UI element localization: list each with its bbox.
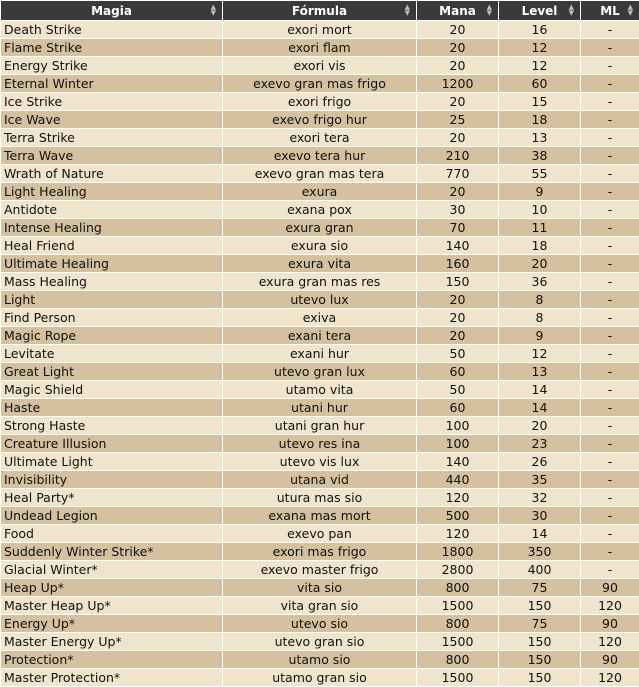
spell-name-cell: Wrath of Nature: [1, 165, 223, 183]
spell-name-cell: Flame Strike: [1, 39, 223, 57]
level-cell: 13: [499, 129, 581, 147]
mana-cell: 1800: [417, 543, 499, 561]
table-row: [1, 471, 639, 489]
table-body: [1, 21, 639, 687]
table-row: [1, 597, 639, 615]
spell-name-cell: Ice Wave: [1, 111, 223, 129]
spell-name-cell: Master Protection*: [1, 669, 223, 687]
spell-name-cell: Glacial Winter*: [1, 561, 223, 579]
level-cell: 16: [499, 21, 581, 39]
table-row: [1, 93, 639, 111]
level-cell: 18: [499, 111, 581, 129]
formula-cell: exana mas mort: [223, 507, 417, 525]
level-cell: 32: [499, 489, 581, 507]
formula-cell: utevo lux: [223, 291, 417, 309]
ml-cell: -: [581, 489, 639, 507]
level-cell: 150: [499, 651, 581, 669]
column-header-label: Fórmula: [292, 4, 347, 18]
mana-cell: 20: [417, 93, 499, 111]
spell-name-cell: Heal Party*: [1, 489, 223, 507]
spell-name-cell: Master Energy Up*: [1, 633, 223, 651]
table-row: [1, 561, 639, 579]
ml-cell: -: [581, 507, 639, 525]
mana-cell: 120: [417, 525, 499, 543]
level-cell: 14: [499, 381, 581, 399]
spell-name-cell: Food: [1, 525, 223, 543]
mana-cell: 100: [417, 435, 499, 453]
ml-cell: -: [581, 183, 639, 201]
mana-cell: 1500: [417, 597, 499, 615]
level-cell: 38: [499, 147, 581, 165]
column-header-label: ML: [600, 4, 620, 18]
ml-cell: -: [581, 165, 639, 183]
table-row: [1, 417, 639, 435]
formula-cell: exura sio: [223, 237, 417, 255]
spell-name-cell: Energy Up*: [1, 615, 223, 633]
spell-name-cell: Mass Healing: [1, 273, 223, 291]
level-cell: 12: [499, 57, 581, 75]
table-row: [1, 219, 639, 237]
ml-cell: -: [581, 327, 639, 345]
spell-name-cell: Ultimate Healing: [1, 255, 223, 273]
level-cell: 60: [499, 75, 581, 93]
table-row: [1, 183, 639, 201]
mana-cell: 50: [417, 345, 499, 363]
spell-name-cell: Antidote: [1, 201, 223, 219]
ml-cell: 90: [581, 615, 639, 633]
ml-cell: -: [581, 345, 639, 363]
spell-name-cell: Levitate: [1, 345, 223, 363]
table-row: [1, 291, 639, 309]
mana-cell: 800: [417, 651, 499, 669]
ml-cell: -: [581, 309, 639, 327]
mana-cell: 20: [417, 129, 499, 147]
mana-cell: 20: [417, 309, 499, 327]
level-cell: 35: [499, 471, 581, 489]
formula-cell: exevo pan: [223, 525, 417, 543]
formula-cell: utani hur: [223, 399, 417, 417]
spell-name-cell: Great Light: [1, 363, 223, 381]
ml-cell: -: [581, 39, 639, 57]
formula-cell: utani gran hur: [223, 417, 417, 435]
ml-cell: -: [581, 57, 639, 75]
level-cell: 14: [499, 525, 581, 543]
ml-cell: -: [581, 273, 639, 291]
formula-cell: utevo vis lux: [223, 453, 417, 471]
table-row: [1, 651, 639, 669]
sort-icon[interactable]: ▲ ▼: [211, 4, 216, 16]
spell-name-cell: Death Strike: [1, 21, 223, 39]
formula-cell: utana vid: [223, 471, 417, 489]
table-row: [1, 633, 639, 651]
mana-cell: 800: [417, 615, 499, 633]
ml-cell: 120: [581, 633, 639, 651]
column-header-formula[interactable]: [223, 1, 417, 21]
mana-cell: 160: [417, 255, 499, 273]
mana-cell: 440: [417, 471, 499, 489]
level-cell: 9: [499, 183, 581, 201]
level-cell: 36: [499, 273, 581, 291]
table-row: [1, 75, 639, 93]
level-cell: 8: [499, 291, 581, 309]
level-cell: 20: [499, 255, 581, 273]
header-row: [1, 1, 639, 21]
mana-cell: 20: [417, 57, 499, 75]
formula-cell: exura gran mas res: [223, 273, 417, 291]
spell-name-cell: Strong Haste: [1, 417, 223, 435]
formula-cell: exana pox: [223, 201, 417, 219]
ml-cell: -: [581, 417, 639, 435]
mana-cell: 120: [417, 489, 499, 507]
ml-cell: -: [581, 237, 639, 255]
spell-name-cell: Heap Up*: [1, 579, 223, 597]
spell-name-cell: Magic Shield: [1, 381, 223, 399]
table-row: [1, 543, 639, 561]
table-row: [1, 345, 639, 363]
column-header-ml[interactable]: [581, 1, 639, 21]
level-cell: 13: [499, 363, 581, 381]
column-header-mana[interactable]: [417, 1, 499, 21]
level-cell: 11: [499, 219, 581, 237]
formula-cell: utevo sio: [223, 615, 417, 633]
spell-name-cell: Undead Legion: [1, 507, 223, 525]
mana-cell: 70: [417, 219, 499, 237]
mana-cell: 2800: [417, 561, 499, 579]
table-row: [1, 165, 639, 183]
level-cell: 18: [499, 237, 581, 255]
formula-cell: vita gran sio: [223, 597, 417, 615]
formula-cell: utevo gran sio: [223, 633, 417, 651]
level-cell: 23: [499, 435, 581, 453]
spell-name-cell: Heal Friend: [1, 237, 223, 255]
level-cell: 150: [499, 597, 581, 615]
table-row: [1, 489, 639, 507]
table-row: [1, 399, 639, 417]
mana-cell: 150: [417, 273, 499, 291]
ml-cell: -: [581, 381, 639, 399]
table-row: [1, 21, 639, 39]
formula-cell: exura gran: [223, 219, 417, 237]
spell-name-cell: Magic Rope: [1, 327, 223, 345]
mana-cell: 1500: [417, 633, 499, 651]
ml-cell: -: [581, 255, 639, 273]
mana-cell: 140: [417, 237, 499, 255]
level-cell: 55: [499, 165, 581, 183]
table-row: [1, 39, 639, 57]
formula-cell: exevo frigo hur: [223, 111, 417, 129]
table-row: [1, 129, 639, 147]
ml-cell: -: [581, 75, 639, 93]
table-row: [1, 525, 639, 543]
table-row: [1, 327, 639, 345]
level-cell: 26: [499, 453, 581, 471]
level-cell: 12: [499, 39, 581, 57]
spell-name-cell: Ultimate Light: [1, 453, 223, 471]
table-row: [1, 615, 639, 633]
ml-cell: -: [581, 291, 639, 309]
mana-cell: 1500: [417, 669, 499, 687]
table-row: [1, 453, 639, 471]
ml-cell: -: [581, 147, 639, 165]
spell-name-cell: Suddenly Winter Strike*: [1, 543, 223, 561]
formula-cell: exura vita: [223, 255, 417, 273]
formula-cell: exori mas frigo: [223, 543, 417, 561]
column-header-level[interactable]: [499, 1, 581, 21]
ml-cell: -: [581, 21, 639, 39]
formula-cell: exori mort: [223, 21, 417, 39]
ml-cell: 90: [581, 651, 639, 669]
level-cell: 20: [499, 417, 581, 435]
spell-name-cell: Terra Strike: [1, 129, 223, 147]
sort-icon[interactable]: ▲ ▼: [405, 4, 410, 16]
level-cell: 9: [499, 327, 581, 345]
ml-cell: -: [581, 129, 639, 147]
level-cell: 75: [499, 579, 581, 597]
spell-name-cell: Find Person: [1, 309, 223, 327]
table-row: [1, 273, 639, 291]
mana-cell: 140: [417, 453, 499, 471]
spell-name-cell: Protection*: [1, 651, 223, 669]
formula-cell: vita sio: [223, 579, 417, 597]
formula-cell: utevo res ina: [223, 435, 417, 453]
mana-cell: 500: [417, 507, 499, 525]
ml-cell: 90: [581, 579, 639, 597]
mana-cell: 800: [417, 579, 499, 597]
spell-name-cell: Ice Strike: [1, 93, 223, 111]
mana-cell: 30: [417, 201, 499, 219]
spell-name-cell: Invisibility: [1, 471, 223, 489]
spell-name-cell: Light: [1, 291, 223, 309]
formula-cell: utevo gran lux: [223, 363, 417, 381]
ml-cell: -: [581, 435, 639, 453]
formula-cell: exevo master frigo: [223, 561, 417, 579]
column-header-label: Magia: [91, 4, 132, 18]
formula-cell: exani tera: [223, 327, 417, 345]
mana-cell: 1200: [417, 75, 499, 93]
mana-cell: 60: [417, 399, 499, 417]
spell-name-cell: Intense Healing: [1, 219, 223, 237]
mana-cell: 60: [417, 363, 499, 381]
formula-cell: utura mas sio: [223, 489, 417, 507]
level-cell: 12: [499, 345, 581, 363]
table-row: [1, 147, 639, 165]
table-row: [1, 111, 639, 129]
table-row: [1, 381, 639, 399]
level-cell: 14: [499, 399, 581, 417]
ml-cell: -: [581, 111, 639, 129]
sort-icon[interactable]: ▲ ▼: [628, 4, 633, 16]
ml-cell: -: [581, 453, 639, 471]
ml-cell: -: [581, 525, 639, 543]
table-row: [1, 669, 639, 687]
table-row: [1, 309, 639, 327]
column-header-magia[interactable]: [1, 1, 223, 21]
ml-cell: -: [581, 93, 639, 111]
formula-cell: exiva: [223, 309, 417, 327]
formula-cell: exevo gran mas tera: [223, 165, 417, 183]
table-row: [1, 201, 639, 219]
mana-cell: 50: [417, 381, 499, 399]
level-cell: 350: [499, 543, 581, 561]
table-row: [1, 57, 639, 75]
spell-name-cell: Creature Illusion: [1, 435, 223, 453]
ml-cell: -: [581, 201, 639, 219]
mana-cell: 20: [417, 291, 499, 309]
formula-cell: exani hur: [223, 345, 417, 363]
level-cell: 150: [499, 633, 581, 651]
ml-cell: -: [581, 399, 639, 417]
mana-cell: 210: [417, 147, 499, 165]
table-row: [1, 435, 639, 453]
table-row: [1, 579, 639, 597]
ml-cell: -: [581, 363, 639, 381]
formula-cell: utamo vita: [223, 381, 417, 399]
formula-cell: exori vis: [223, 57, 417, 75]
mana-cell: 20: [417, 21, 499, 39]
formula-cell: exevo gran mas frigo: [223, 75, 417, 93]
level-cell: 8: [499, 309, 581, 327]
mana-cell: 25: [417, 111, 499, 129]
spell-name-cell: Energy Strike: [1, 57, 223, 75]
ml-cell: -: [581, 471, 639, 489]
formula-cell: utamo gran sio: [223, 669, 417, 687]
spell-name-cell: Light Healing: [1, 183, 223, 201]
mana-cell: 100: [417, 417, 499, 435]
spell-name-cell: Haste: [1, 399, 223, 417]
level-cell: 400: [499, 561, 581, 579]
mana-cell: 770: [417, 165, 499, 183]
spell-name-cell: Master Heap Up*: [1, 597, 223, 615]
formula-cell: exura: [223, 183, 417, 201]
table-row: [1, 363, 639, 381]
level-cell: 10: [499, 201, 581, 219]
mana-cell: 20: [417, 327, 499, 345]
formula-cell: utamo sio: [223, 651, 417, 669]
table-row: [1, 255, 639, 273]
spell-name-cell: Eternal Winter: [1, 75, 223, 93]
level-cell: 150: [499, 669, 581, 687]
ml-cell: 120: [581, 597, 639, 615]
table-row: [1, 237, 639, 255]
mana-cell: 20: [417, 39, 499, 57]
formula-cell: exevo tera hur: [223, 147, 417, 165]
level-cell: 75: [499, 615, 581, 633]
table-row: [1, 507, 639, 525]
sort-icon[interactable]: ▲ ▼: [487, 4, 492, 16]
formula-cell: exori tera: [223, 129, 417, 147]
ml-cell: 120: [581, 669, 639, 687]
ml-cell: -: [581, 543, 639, 561]
level-cell: 15: [499, 93, 581, 111]
sort-icon[interactable]: ▲ ▼: [569, 4, 574, 16]
column-header-label: Level: [522, 4, 558, 18]
spell-name-cell: Terra Wave: [1, 147, 223, 165]
table-header: [1, 1, 639, 21]
level-cell: 30: [499, 507, 581, 525]
mana-cell: 20: [417, 183, 499, 201]
column-header-label: Mana: [439, 4, 476, 18]
formula-cell: exori flam: [223, 39, 417, 57]
ml-cell: -: [581, 561, 639, 579]
ml-cell: -: [581, 219, 639, 237]
formula-cell: exori frigo: [223, 93, 417, 111]
